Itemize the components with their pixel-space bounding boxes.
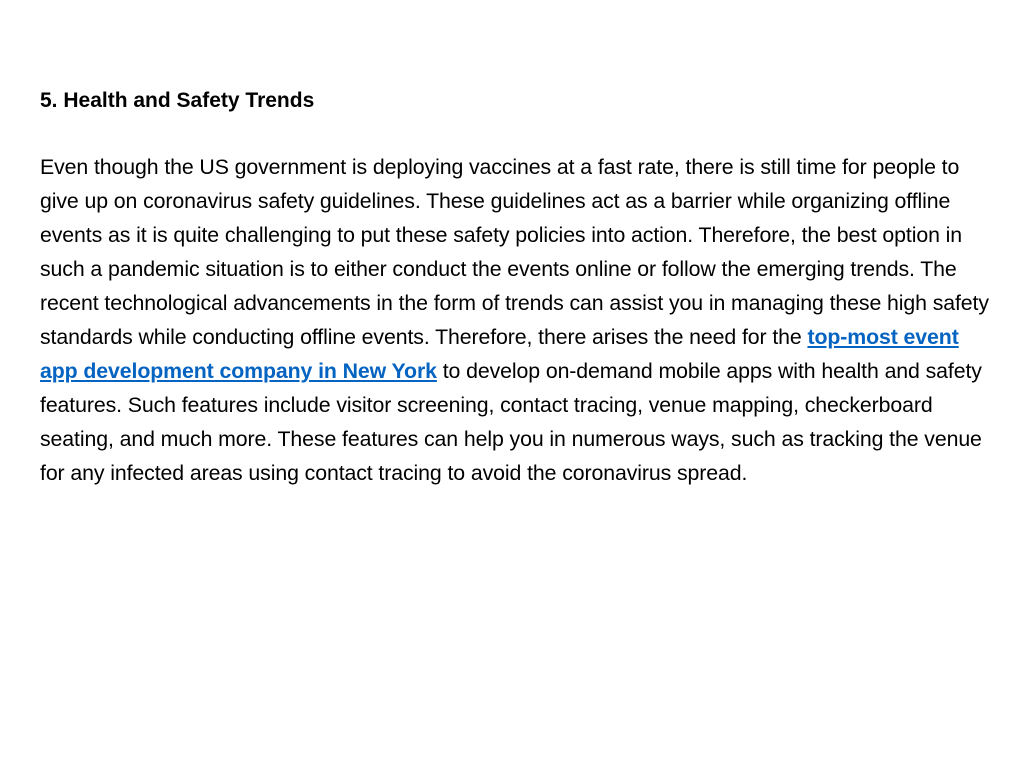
body-paragraph [40,150,992,490]
section-heading: 5. Health and Safety Trends [40,89,315,112]
content-area [40,86,992,490]
paragraph-text-before-link: Even though the US government is deploying vaccines at a fast rate, there is still time for people to give up on coronavirus safety guidelines. These guidelines act as a barrier while organizing offline events as it is quite challenging to put these safety policies into action. Therefore, the best option in such a pandemic situation is to either conduct the events online or follow the emerging trends. The recent technological advancements in the form of trends can assist you in managing these high safety standards while conducting offline events. Therefore, there arises the need for the [40,155,989,349]
company-link[interactable]: top-most event app development company in New York [40,325,959,383]
paragraph-text-after-link: to develop on-demand mobile apps with health and safety features. Such features include visitor screening, contact tracing, venue mapping, checkerboard seating, and much more. These features can help you in numerous ways, such as tracking the venue for any infected areas using contact tracing to avoid the coronavirus spread. [40,359,982,485]
